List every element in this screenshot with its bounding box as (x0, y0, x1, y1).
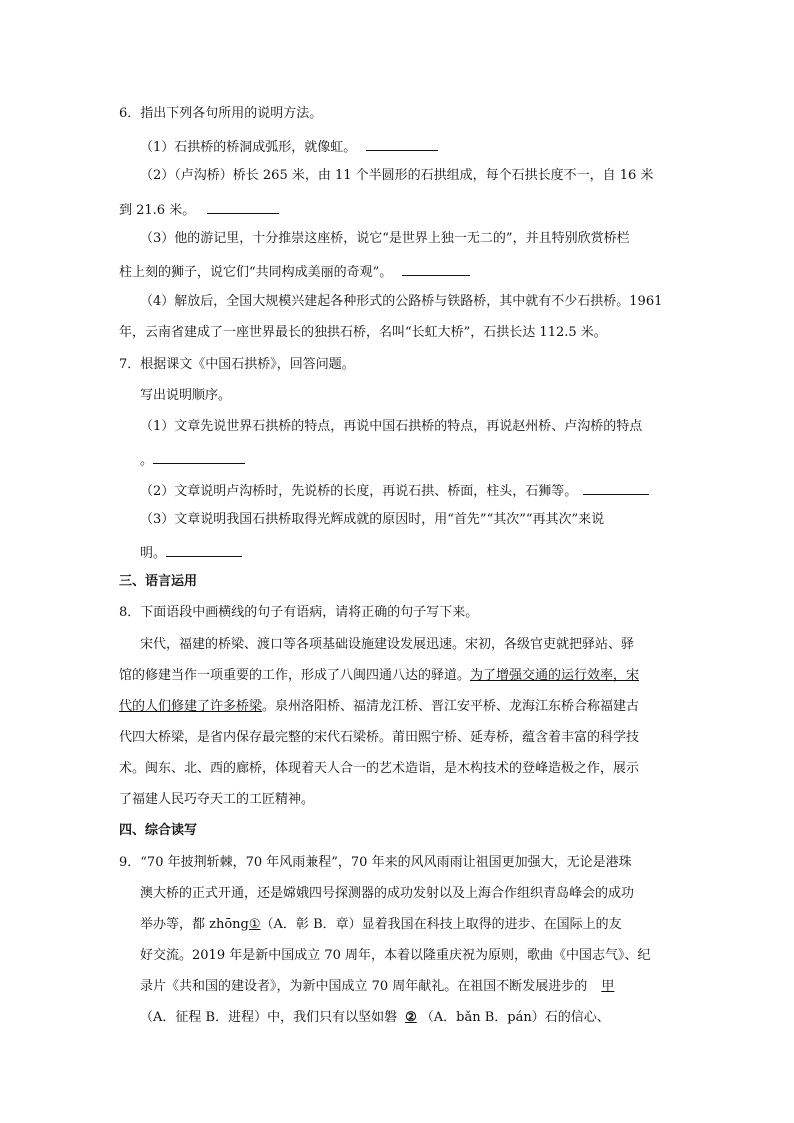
q6-s4a: （4）解放后，全国大规模兴建起各种形式的公路桥与铁路桥，其中就有不少石拱桥。1961 (140, 294, 663, 309)
q9-l6a: （A．征程 B．进程）中，我们只有以坚如磐 (140, 1010, 398, 1025)
q8-p2a: 馆的修建当作一项重要的工作，形成了八闽四通八达的驿道。 (119, 668, 471, 683)
q8-p5: 术。闽东、北、西的廊桥，体现着天人合一的艺术造诣，是木构技术的登峰造极之作，展示 (119, 761, 640, 776)
section-4-heading: 四、综合读写 (119, 823, 198, 838)
q9-l3b: （A．彰 B．章）显着我国在科技上取得的进步、在国际上的友 (260, 917, 622, 932)
q7-s1b (140, 450, 245, 469)
q6-s3b-text: 柱上刻的狮子，说它们“共同构成美丽的奇观”。 (119, 265, 393, 280)
q7-s3b (140, 543, 242, 562)
blank-mark-jia-label: 甲 (601, 979, 615, 994)
q7-intro: 写出说明顺序。 (140, 388, 232, 403)
q6-title: 6．指出下列各句所用的说明方法。 (119, 106, 323, 121)
q6-s2b (119, 200, 279, 219)
q9-l5 (140, 979, 614, 995)
q9-l3 (140, 917, 622, 933)
q7-s3a: （3）文章说明我国石拱桥取得光辉成就的原因时，用“首先”“其次”“再其次”来说 (140, 512, 605, 527)
q6-s1 (140, 137, 438, 156)
q8-p3b: 。泉州洛阳桥、福清龙江桥、晋江安平桥、龙海江东桥合称福建古 (262, 699, 640, 714)
q7-s2-text: （2）文章说明卢沟桥时，先说桥的长度，再说石拱、桥面，柱头，石狮等。 (140, 484, 578, 499)
q8-p6: 了福建人民巧夺天工的工匠精神。 (119, 792, 315, 807)
q9-l6b: （A．bǎn B．pán）石的信心、 (420, 1010, 610, 1025)
section-3-heading: 三、语言运用 (119, 574, 198, 589)
blank-mark-1[interactable]: ① (248, 917, 261, 932)
q7-s3b-text: 明。 (140, 546, 167, 561)
blank-mark-jia[interactable] (587, 979, 614, 994)
q9-l5-text: 录片《共和国的建设者》，为新中国成立 70 周年献礼。在祖国不断发展进步的 (140, 979, 588, 994)
q9-l1: 9．“70 年披荆斩棘，70 年风雨兼程”，70 年来的风风雨雨让祖国更加强大，无论是港珠 (119, 855, 632, 870)
q8-p1: 宋代，福建的桥梁、渡口等各项基础设施建设发展迅速。宋初，各级官吏就把驿站、驿 (140, 637, 635, 652)
answer-blank[interactable] (583, 481, 649, 495)
q7-s1a: （1）文章先说世界石拱桥的特点，再说中国石拱桥的特点，再说赵州桥、卢沟桥的特点 (140, 419, 643, 434)
q6-s4b: 年，云南省建成了一座世界最长的独拱石桥，名叫“长虹大桥”，石拱长达 112.5 米。 (119, 325, 607, 340)
answer-blank[interactable] (166, 543, 242, 557)
answer-blank[interactable] (366, 137, 438, 151)
q8-p4: 代四大桥梁，是省内保存最完整的宋代石梁桥。莆田熙宁桥、延寿桥，蕴含着丰富的科学技 (119, 730, 640, 745)
q6-s2a: （2）（卢沟桥）桥长 265 米，由 11 个半圆形的石拱组成，每个石拱长度不一，自 16 米 (140, 168, 654, 183)
q7-s2 (140, 481, 649, 500)
q9-l2: 澳大桥的正式开通，还是嫦娥四号探测器的成功发射以及上海合作组织青岛峰会的成功 (140, 886, 635, 901)
q8-underlined-sentence-part1: 为了增强交通的运行效率，宋 (470, 668, 640, 683)
q9-l4: 好交流。2019 年是新中国成立 70 周年，本着以隆重庆祝为原则，歌曲《中国志气》、纪 (140, 948, 651, 963)
q7-s1b-text: 。 (140, 453, 154, 468)
q6-s3b (119, 262, 470, 281)
q7-title: 7．根据课文《中国石拱桥》，回答问题。 (119, 357, 355, 372)
answer-blank[interactable] (402, 262, 470, 276)
q9-l3a: 举办等，都 zhōng (140, 917, 249, 932)
q8-underlined-sentence-part2: 代的人们修建了许多桥梁 (119, 699, 263, 714)
blank-mark-2-label: ② (405, 1010, 417, 1025)
q6-s3a: （3）他的游记里，十分推崇这座桥，说它“是世界上独一无二的”，并且特别欣赏桥栏 (140, 231, 630, 246)
q9-l6 (140, 1010, 610, 1026)
q8-title: 8．下面语段中画横线的句子有语病，请将正确的句子写下来。 (119, 605, 479, 620)
answer-blank[interactable] (207, 200, 279, 214)
q6-s1-text: （1）石拱桥的桥洞成弧形，就像虹。 (140, 140, 357, 155)
q6-s2b-text: 到 21.6 米。 (119, 203, 196, 218)
q8-p2 (119, 668, 639, 684)
q8-p3 (119, 699, 639, 715)
answer-blank[interactable] (153, 450, 245, 464)
blank-mark-2[interactable] (397, 1010, 421, 1025)
